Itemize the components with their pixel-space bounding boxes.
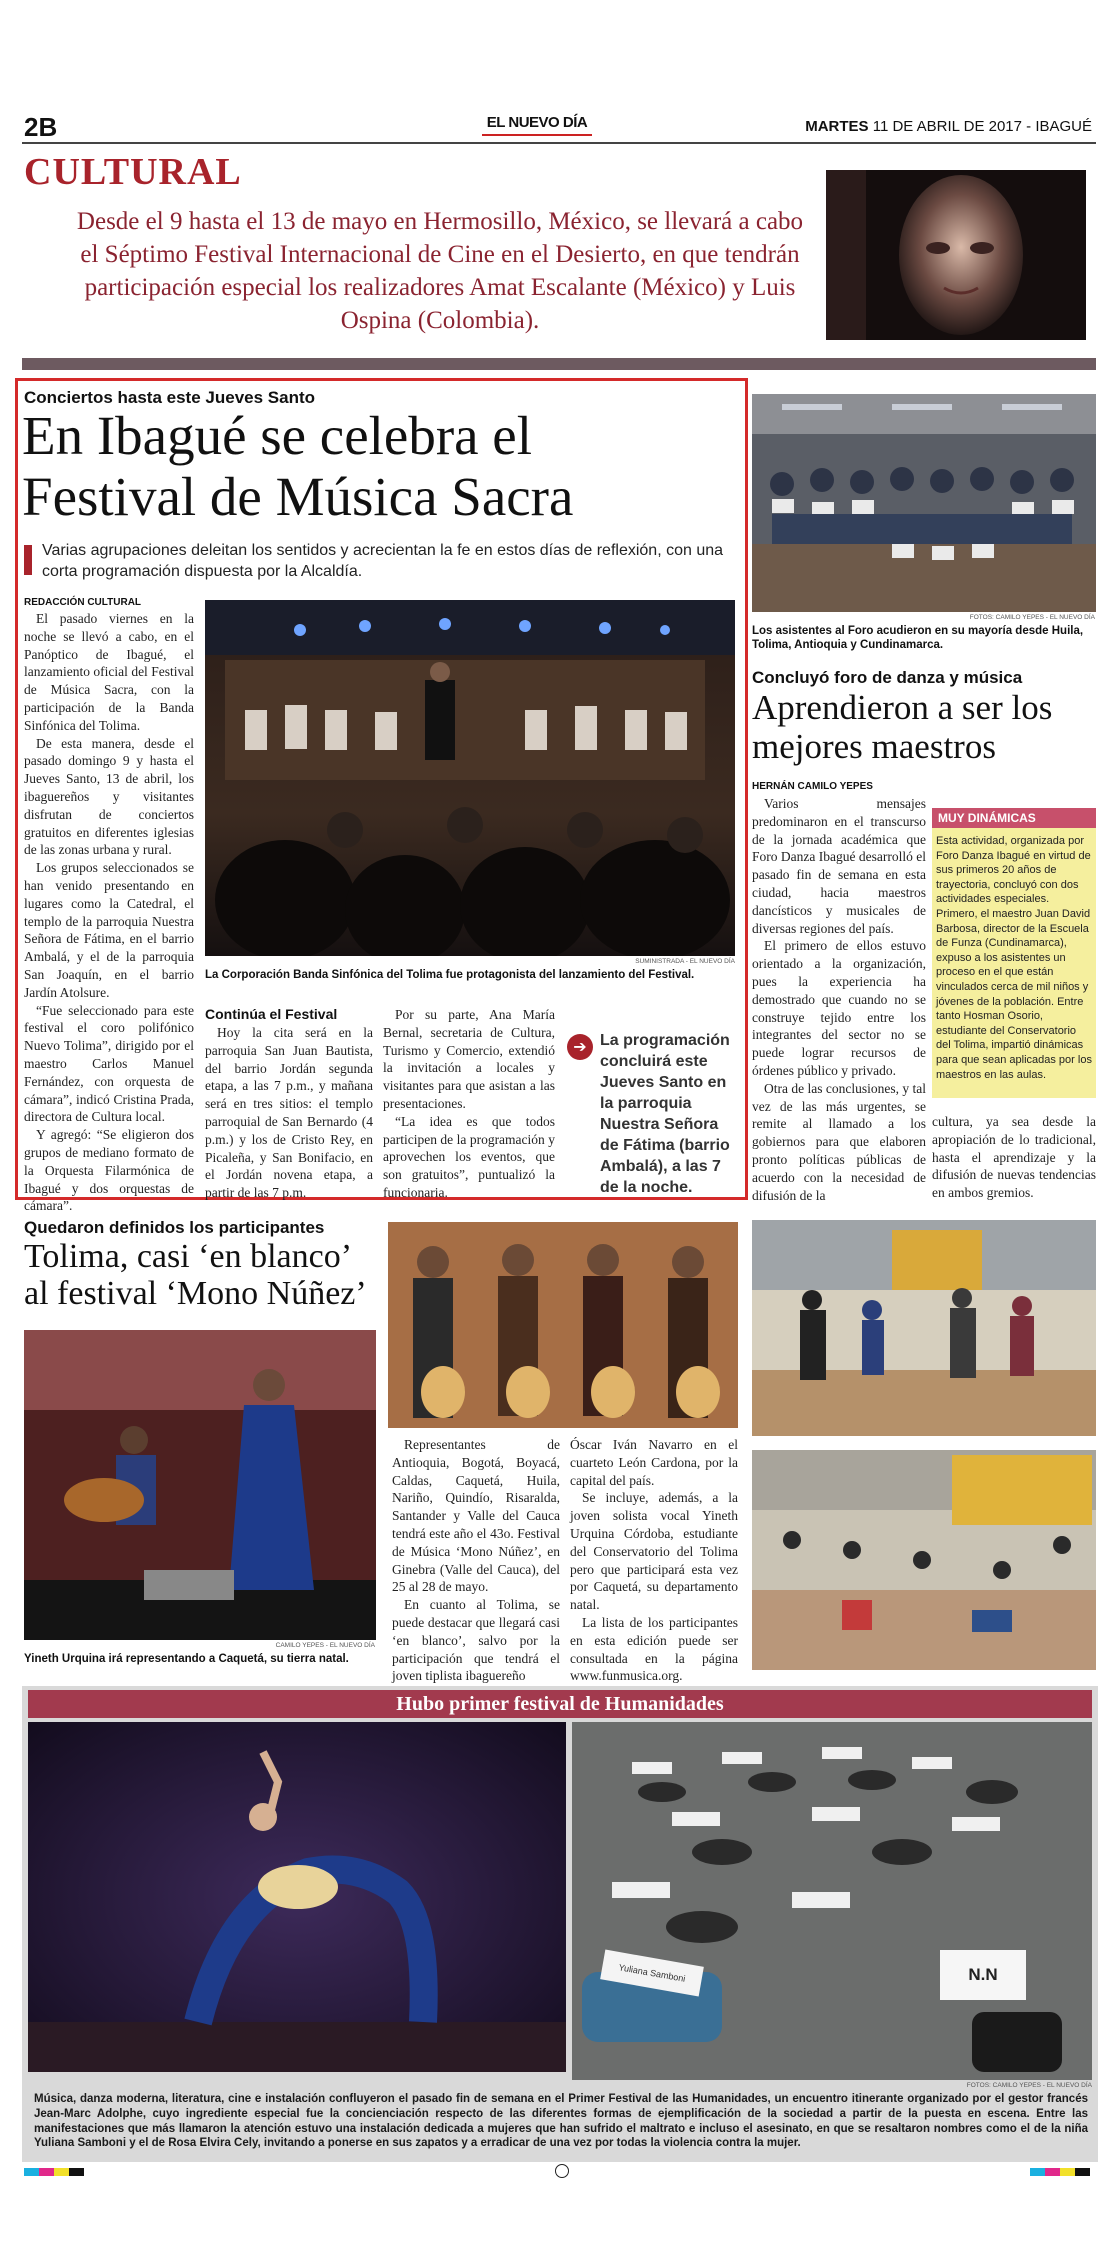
dance-image-2 <box>752 1450 1096 1670</box>
main-headline: En Ibagué se celebra el Festival de Música Sacra <box>22 405 574 527</box>
dance-photo-1 <box>752 1220 1096 1436</box>
portrait-image <box>826 170 1086 340</box>
forum-photo-caption: Los asistentes al Foro acudieron en su mayoría desde Huila, Tolima, Antioquia y Cundinamarca. <box>752 625 1084 651</box>
group-image <box>752 394 1096 612</box>
dance-photo-2 <box>752 1450 1096 1670</box>
yineth-photo-credit: CAMILO YEPES - EL NUEVO DÍA <box>275 1642 375 1649</box>
dance-kicker: Concluyó foro de danza y música <box>752 668 1023 687</box>
color-bar-left <box>24 2168 84 2176</box>
mono-col-1: Representantes de Antioquia, Bogotá, Boyacá, Caldas, Caquetá, Huila, Nariño, Quindío, Risaralda, Santander y Valle del Cauca tendrá este año el 43o. Festival de Música ‘Mono Núñez’, en Ginebra (Valle del Cauca), del 25 al 28 de mayo. En cuanto al Tolima, se puede destacar que llegará casi ‘en blanco’, salvo por la participación que tendrá el joven tiplista ibaguereño <box>392 1437 560 1684</box>
yineth-photo-caption: Yineth Urquina irá representando a Caquetá, su tierra natal. <box>24 1653 349 1665</box>
page-number: 2B <box>24 112 58 142</box>
mono-kicker: Quedaron definidos los participantes <box>24 1218 325 1237</box>
concert-image <box>205 600 735 956</box>
humanities-banner: Hubo primer festival de Humanidades <box>28 1690 1092 1718</box>
pullquote-arrow-icon: ➔ <box>567 1034 593 1060</box>
main-byline: REDACCIÓN CULTURAL <box>24 597 142 608</box>
shoes-image <box>572 1722 1092 2080</box>
mono-headline: Tolima, casi ‘en blanco’ al festival ‘Mono Núñez’ <box>24 1238 367 1312</box>
dance-headline: Aprendieron a ser los mejores maestros <box>752 688 1053 766</box>
dance-image-1 <box>752 1220 1096 1436</box>
shoes-photo <box>572 1722 1092 2080</box>
page-header <box>22 110 1096 142</box>
section-band <box>22 358 1096 370</box>
dance-col: Varios mensajes predominaron en el transcurso de la jornada académica que Foro Danza Ibagué desarrolló el pasado fin de semana en esta ciudad, hacia maestros dancísticos y musicales de diversas regiones del país. El primero de ellos estuvo orientado a la organización, pues la experiencia ha demostrado que cuando no se construye tejido entre los integrantes del sector no se puede lograr recursos de órdenes público y privado. Otra de las conclusiones, y tal vez de las más urgentes, se remite al llamado a los gobiernos para que elaboren pronto políticas públicas de acuerdo con la necesidad de difusión de la <box>752 796 926 1203</box>
mono-col-2: Óscar Iván Navarro en el cuarteto León Cardona, por la capital del país. Se incluye, además, a la joven solista vocal Yineth Urquina Córdoba, estudiante del Conservatorio del Tolima pero que participará esta vez por Caquetá, su departamento natal. La lista de los participantes en esta edición puede ser consultada en la página www.funmusica.org. <box>570 1437 738 1684</box>
teaser-photo <box>826 170 1086 340</box>
date-line: MARTES 11 DE ABRIL DE 2017 - IBAGUÉ <box>805 118 1092 135</box>
main-subhead: Continúa el Festival <box>205 1006 338 1022</box>
main-deck: Varias agrupaciones deleitan los sentidos y acrecientan la fe en estos días de reflexión, con una corta programación dispuesta por la Alcaldía. <box>42 542 724 580</box>
section-teaser: Desde el 9 hasta el 13 de mayo en Hermosillo, México, se llevará a cabo el Séptimo Festival Internacional de Cine en el Desierto, en que tendrán participación especial los realizadores Amat Escalante (México) y Luis Ospina (Colombia). <box>76 208 804 334</box>
dancer-photo <box>28 1722 566 2072</box>
dance-byline: HERNÁN CAMILO YEPES <box>752 781 873 792</box>
singer-image <box>24 1330 376 1640</box>
concert-photo <box>205 600 735 956</box>
quartet-image <box>388 1222 738 1428</box>
forum-photo-credit: FOTOS: CAMILO YEPES - EL NUEVO DÍA <box>969 614 1095 621</box>
color-bar-right <box>1030 2168 1090 2176</box>
dancer-image <box>28 1722 566 2072</box>
main-col-1: El pasado viernes en la noche se llevó a cabo, en el Panóptico de Ibagué, el lanzamiento oficial del Festival de Música Sacra, con la participación de la Banda Sinfónica del Tolima. De esta manera, desde el pasado domingo 9 y hasta el Jueves Santo, 13 de abril, los ibaguereños y visitantes disfrutan de conciertos gratuitos en diferentes iglesias de las zonas urbana y rural. Los grupos seleccionados se han venido presentando en lugares como la Catedral, el templo de la parroquia Nuestra Señora de Fátima, en el barrio Ambalá, y el de la parroquia San Joaquín, en el barrio Jardín Atolsure. “Fue seleccionado para este festival el coro polifónico Nuevo Tolima”, dirigido por el maestro Carlos Manuel Fernández, con orquesta de cámara”, indicó Cristina Prada, directora de Cultura local. Y agregó: “Se eligieron dos grupos de mediano formato de la Orquesta Filarmónica de Ibagué y dos orquestas de cámara”. <box>24 611 194 1214</box>
shoe-label-yuliana: Yuliana Samboni <box>600 1950 704 1997</box>
quartet-photo <box>388 1222 738 1428</box>
main-kicker: Conciertos hasta este Jueves Santo <box>24 388 316 407</box>
sidebar-text: Esta actividad, organizada por Foro Danza Ibagué en virtud de sus primeros 20 años de trayectoria, concluyó con dos actividades especiales. Primero, el maestro Juan David Barbosa, director de la Escuela de Funza (Cundinamarca), expuso a los asistentes un proceso en el que están vinculados cerca de mil niños y jóvenes de la población. Entre tanto Hosman Osorio, estudiante del Conservatorio del Tolima, impartió dinámicas para que sean aplicadas por los maestros en las aulas. <box>936 835 1092 1081</box>
deck-marker-icon <box>24 545 32 575</box>
section-title: CULTURAL <box>24 151 242 193</box>
sidebar-title: MUY DINÁMICAS <box>932 808 1096 828</box>
yineth-photo <box>24 1330 376 1640</box>
dance-col-cont: cultura, ya sea desde la apropiación de lo tradicional, hasta el aprendizaje y la difusión de nuevas tendencias en ambos gremios. <box>932 1114 1096 1201</box>
registration-mark-icon <box>555 2164 569 2178</box>
main-col-2: Hoy la cita será en la parroquia San Juan Bautista, del barrio Jordán segunda etapa, a las 7 p.m., y mañana será en tres sitios: el templo parroquial de San Bernardo (4 p.m.) y los de Cristo Rey, en Picaleña, y San Bonifacio, en el Jordán novena etapa, a partir de las 7 p.m. <box>205 1025 373 1201</box>
humanities-caption: Música, danza moderna, literatura, cine e instalación confluyeron el pasado fin de semana en el Primer Festival de las Humanidades, un encuentro itinerante organizado por el gestor francés Jean-Marc Adolphe, cuyo ingrediente especial fue la concienciación respecto de las diferentes formas de ejemplificación de la sociedad a partir de la puesta en escena. Entre las manifestaciones que más llamaron la atención estuvo una instalación dedicada a mujeres que han sufrido el maltrato e incluso el asesinato, en que se resaltaron nombres como el de la niña Yuliana Samboni y el de Rosa Elvira Cely, invitando a ponerse en sus zapatos y a erradicar de una vez por todas la violencia contra la mujer. <box>34 2093 1088 2150</box>
shoe-label-nn: N.N <box>940 1950 1026 2000</box>
concert-photo-credit: SUMINISTRADA - EL NUEVO DÍA <box>635 958 735 965</box>
muy-dinamicas-box <box>932 808 1096 1098</box>
humanities-photo-credit: FOTOS: CAMILO YEPES - EL NUEVO DÍA <box>966 2082 1092 2089</box>
forum-group-photo <box>752 394 1096 612</box>
pullquote: La programación concluirá este Jueves Santo en la parroquia Nuestra Señora de Fátima (barrio Ambalá), a las 7 de la noche. <box>600 1032 730 1196</box>
newspaper-logo: EL NUEVO DÍA <box>482 114 592 136</box>
main-col-3: Por su parte, Ana María Bernal, secretaria de Cultura, Turismo y Comercio, extendió la invitación a locales y visitantes para que asistan a las presentaciones. “La idea es que todos participen de la programación y aprovechen los eventos, que son gratuitos”, puntualizó la funcionaria. <box>383 1007 555 1200</box>
concert-photo-caption: La Corporación Banda Sinfónica del Tolima fue protagonista del lanzamiento del Festival. <box>205 969 695 981</box>
header-rule <box>22 142 1096 144</box>
